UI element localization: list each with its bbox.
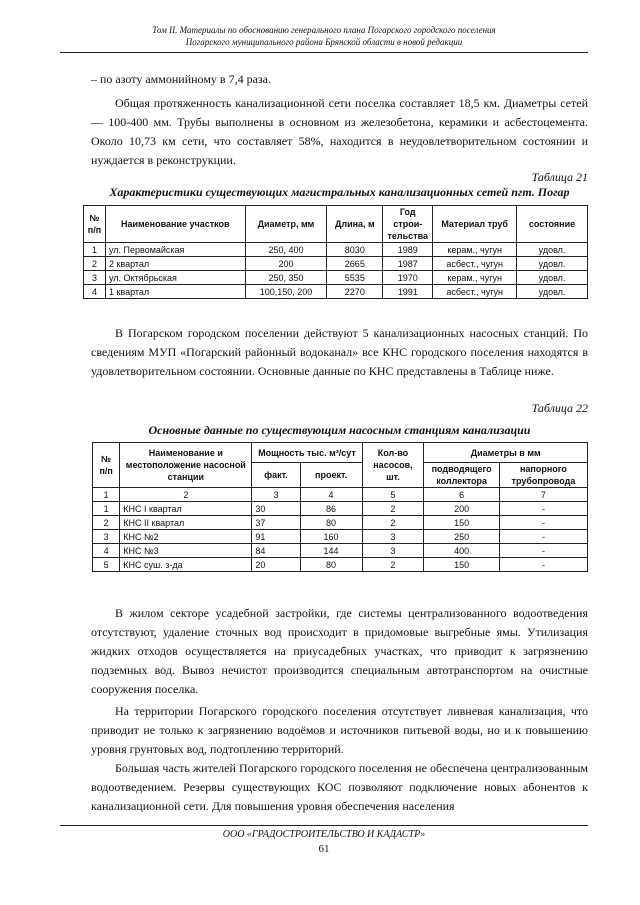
t22-cell-num: 5 <box>93 558 120 572</box>
t22-header-diam: Диаметры в мм <box>424 443 588 463</box>
t21-cell-length: 5535 <box>327 271 383 285</box>
t21-cell-num: 2 <box>84 257 106 271</box>
t21-header-year: Год строи-тельства <box>383 206 433 243</box>
t22-cell-inlet: 200 <box>424 502 500 516</box>
header-line-1: Том II. Материалы по обоснованию генерального плана Погарского городского поселения <box>152 25 496 35</box>
t21-cell-state: удовл. <box>517 257 588 271</box>
t21-cell-name: ул. Первомайская <box>105 243 245 257</box>
bullet-ammonium: – по азоту аммонийному в 7,4 раза. <box>91 72 271 86</box>
t21-cell-state: удовл. <box>517 271 588 285</box>
table-22-colnum-row <box>93 488 588 502</box>
t21-cell-material: керам., чугун <box>433 271 517 285</box>
t22-colnum: 4 <box>300 488 362 502</box>
t21-cell-diameter: 250, 400 <box>245 243 327 257</box>
t22-cell-pressure: - <box>499 558 587 572</box>
t21-header-num: № п/п <box>84 206 106 243</box>
t21-cell-material: асбест., чугун <box>433 257 517 271</box>
t21-header-state: состояние <box>517 206 588 243</box>
t22-cell-num: 1 <box>93 502 120 516</box>
t22-cell-project: 80 <box>300 558 362 572</box>
t22-cell-project: 80 <box>300 516 362 530</box>
t22-cell-name: КНС II квартал <box>120 516 252 530</box>
t22-cell-pressure: - <box>499 544 587 558</box>
t22-colnum: 1 <box>93 488 120 502</box>
t22-header-capacity: Мощность тыс. м³/сут <box>252 443 362 463</box>
t22-colnum: 2 <box>120 488 252 502</box>
t22-cell-name: КНС №3 <box>120 544 252 558</box>
table-21-header-row <box>84 206 588 243</box>
t22-cell-inlet: 150 <box>424 558 500 572</box>
t22-header-inlet: подводящего коллектора <box>424 463 500 488</box>
table-21-title: Характеристики существующих магистральных канализационных сетей пгт. Погар <box>109 185 570 199</box>
t22-cell-pumps: 2 <box>362 558 424 572</box>
t22-cell-project: 144 <box>300 544 362 558</box>
t22-colnum: 5 <box>362 488 424 502</box>
table-row <box>84 285 588 299</box>
t22-cell-project: 160 <box>300 530 362 544</box>
t21-cell-diameter: 100,150, 200 <box>245 285 327 299</box>
t22-header-name: Наименование и местоположение насосной станции <box>120 443 252 488</box>
table-row <box>93 558 588 572</box>
t21-header-material: Материал труб <box>433 206 517 243</box>
table-row <box>84 257 588 271</box>
table-22-title: Основные данные по существующим насосным станциям канализации <box>148 423 531 437</box>
table-21-label: Таблица 21 <box>531 170 588 184</box>
t21-header-length: Длина, м <box>327 206 383 243</box>
header-divider <box>60 52 588 53</box>
t22-cell-num: 4 <box>93 544 120 558</box>
table-row <box>93 544 588 558</box>
paragraph-coverage: Большая часть жителей Погарского городского поселения не обеспечена централизованным водоотведением. Резервы существующих КОС позволяют подключение новых абонентов к канализационной сети. Для повышения уровня обеспечения населения <box>91 761 588 813</box>
t22-colnum: 6 <box>424 488 500 502</box>
t21-cell-length: 2665 <box>327 257 383 271</box>
table-row <box>93 530 588 544</box>
table-22-label: Таблица 22 <box>531 401 588 415</box>
t22-header-project: проект. <box>300 463 362 488</box>
t22-cell-num: 2 <box>93 516 120 530</box>
t22-header-pumps: Кол-во насосов, шт. <box>362 443 424 488</box>
t22-cell-fact: 30 <box>252 502 300 516</box>
t22-cell-fact: 37 <box>252 516 300 530</box>
t22-cell-pumps: 3 <box>362 530 424 544</box>
t22-header-pressure: напорного трубопровода <box>499 463 587 488</box>
table-row <box>84 271 588 285</box>
t22-cell-pressure: - <box>499 502 587 516</box>
t22-cell-pumps: 2 <box>362 502 424 516</box>
paragraph-stormwater: На территории Погарского городского поселения отсутствует ливневая канализация, что приводит не только к загрязнению водоёмов и источников питьевой воды, но и к повышению уровня грунтовых вод, подтоплению территорий. <box>91 704 588 756</box>
t21-cell-name: ул. Октябрьская <box>105 271 245 285</box>
t22-colnum: 3 <box>252 488 300 502</box>
t21-cell-state: удовл. <box>517 243 588 257</box>
t21-cell-year: 1987 <box>383 257 433 271</box>
t22-colnum: 7 <box>499 488 587 502</box>
t21-cell-length: 8030 <box>327 243 383 257</box>
table-row <box>84 243 588 257</box>
table-22 <box>92 442 588 572</box>
t21-cell-material: керам., чугун <box>433 243 517 257</box>
t21-cell-year: 1991 <box>383 285 433 299</box>
t22-cell-pressure: - <box>499 516 587 530</box>
t21-header-diameter: Диаметр, мм <box>245 206 327 243</box>
t22-cell-name: КНС суш. з-да <box>120 558 252 572</box>
t22-cell-inlet: 150 <box>424 516 500 530</box>
t22-cell-pressure: - <box>499 530 587 544</box>
footer-divider <box>60 825 588 826</box>
table-22-header-row-1 <box>93 443 588 463</box>
page-number: 61 <box>318 843 330 855</box>
header-line-2: Погарского муниципального района Брянской области в новой редакции <box>185 37 463 47</box>
t22-header-num: № п/п <box>93 443 120 488</box>
t22-cell-project: 86 <box>300 502 362 516</box>
paragraph-network-length: Общая протяженность канализационной сети поселка составляет 18,5 км. Диаметры сетей — 100-400 мм. Трубы выполнены в основном из железобетона, керамики и асбестоцемента. Около 10,73 км сети, что составляет 58%, находится в неудовлетворительном состоянии и нуждается в реконструкции. <box>91 96 588 167</box>
table-row <box>93 502 588 516</box>
t22-cell-name: КНС №2 <box>120 530 252 544</box>
t21-cell-state: удовл. <box>517 285 588 299</box>
t21-cell-num: 3 <box>84 271 106 285</box>
t22-cell-pumps: 2 <box>362 516 424 530</box>
t21-cell-year: 1970 <box>383 271 433 285</box>
t22-header-fact: факт. <box>252 463 300 488</box>
t21-header-name: Наименование участков <box>105 206 245 243</box>
table-row <box>93 516 588 530</box>
t22-cell-num: 3 <box>93 530 120 544</box>
t21-cell-name: 2 квартал <box>105 257 245 271</box>
t22-cell-inlet: 400 <box>424 544 500 558</box>
running-header <box>60 24 588 48</box>
paragraph-pumping-stations: В Погарском городском поселении действуют 5 канализационных насосных станций. По сведениям МУП «Погарский районный водоканал» все КНС городского поселения находятся в удовлетворительном состоянии. Основные данные по КНС представлены в Таблице ниже. <box>91 326 588 378</box>
t22-cell-name: КНС I квартал <box>120 502 252 516</box>
t22-cell-pumps: 3 <box>362 544 424 558</box>
t22-cell-fact: 84 <box>252 544 300 558</box>
t22-cell-fact: 20 <box>252 558 300 572</box>
t21-cell-diameter: 200 <box>245 257 327 271</box>
t21-cell-num: 4 <box>84 285 106 299</box>
t21-cell-year: 1989 <box>383 243 433 257</box>
t21-cell-name: 1 квартал <box>105 285 245 299</box>
t21-cell-diameter: 250, 350 <box>245 271 327 285</box>
t21-cell-num: 1 <box>84 243 106 257</box>
t21-cell-material: асбест., чугун <box>433 285 517 299</box>
table-21 <box>83 205 588 299</box>
paragraph-cesspools: В жилом секторе усадебной застройки, где системы централизованного водоотведения отсутствуют, удаление сточных вод происходит в придомовые выгребные ямы. Утилизация жидких отходов осуществляется на приусадебных участках, что приводит к загрязнению подземных вод. Вывоз нечистот производится специальным автотранспортом на очистные сооружения поселка. <box>91 606 588 696</box>
t22-cell-inlet: 250 <box>424 530 500 544</box>
footer-company: ООО «ГРАДОСТРОИТЕЛЬСТВО И КАДАСТР» <box>222 829 426 840</box>
t22-cell-fact: 91 <box>252 530 300 544</box>
t21-cell-length: 2270 <box>327 285 383 299</box>
